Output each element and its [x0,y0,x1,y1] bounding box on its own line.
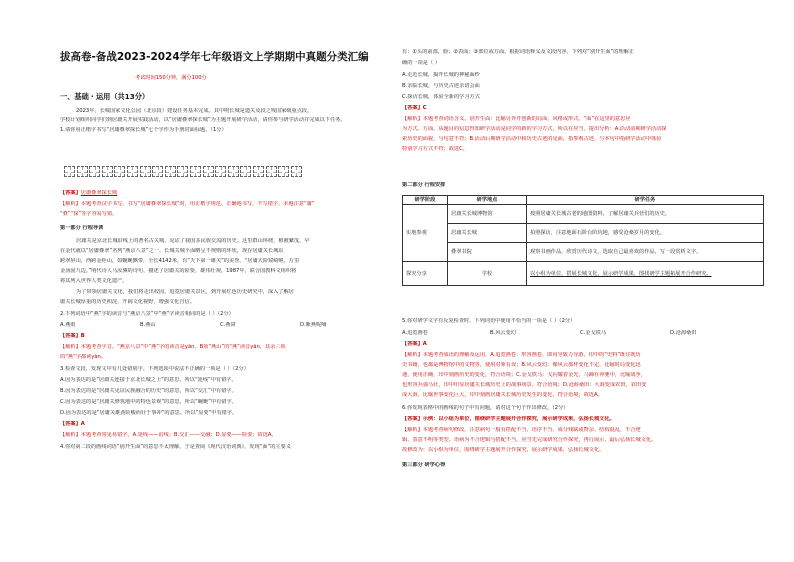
table-row [403,243,764,262]
table-header: 研学阶段 [403,196,448,205]
q5-explanation-3: 速，使用正确，印中刻画历史的变化，符合语境；C.金戈铁马：戈闪耀着金光，马蹄在奔驰中，比喻战争， [402,372,646,378]
grid-cell[interactable] [152,166,163,177]
para-line-6: 为了带领居庸关文化，我们将走出校园，追览居庸关景区，到开展红色历史研究中，深入了解居 [76,289,294,295]
para-line-1: 居庸关是京北长城沿线上的著名古关城，见证了我国多民族交流的历史。这里群山环绕，植被繁茂，早 [76,238,310,244]
table-cell: 居庸关长城博物馆 [448,205,527,224]
para-line-2: 在金代就以“居庸叠翠”名列“燕京八景”之一。长城关城平面略呈不规则的环状，现存居庸关长城东 [60,248,284,254]
q6-explanation-1: 【解析】本题考查病句修改。注意病句一般有搭配不当、语序不当、成分残缺或赘余、结构混乱、不合逻 [402,427,641,433]
table-cell: 拍照探访，注意地面石阶台阶坑地，感受沧桑岁月的变化。 [527,224,764,243]
grid-cell[interactable] [278,166,289,177]
q1-answer [60,190,117,196]
table-header-row [403,196,764,205]
question-5: 5.你对研学文字有反复检查时，下列词语中使用不恰当的一项是（ ）（2分） [402,318,576,324]
grid-cell[interactable] [228,166,239,177]
q5-option-c[interactable]: C.金戈铁马 [580,330,607,336]
grid-cell[interactable] [291,166,302,177]
q5-option-d[interactable]: D.沧海桑田 [670,330,697,336]
section-heading-1: 一、基础・运用（共13分） [60,92,150,101]
intro-line-2: 学校计划组织同学们到居庸关开展实践活动，以“居庸叠翠探长城”为主题开展研学活动，请你参与研学活动并完成以下任务。 [60,117,346,123]
q5-option-b[interactable]: B.风云变幻 [490,330,516,336]
answer-text: B [80,333,85,339]
q5-answer: 【答案】A [402,341,427,347]
q2-option-c[interactable]: C.燕窝 [220,322,236,328]
table-cell: 叠翠书院 [448,243,527,262]
part-3-heading: 第三部分 研学心得 [402,462,446,468]
grid-cell[interactable] [77,166,88,177]
part-1-heading: 第一部分 行程导读 [60,225,104,231]
table-cell: 学校 [448,262,527,286]
q4-continued-2: 确的一项是（ ） [402,60,440,66]
question-3: 3.检查文段，发现文中有几处错别字。下列选项中说法不正确的一项是（ ）（2分） [60,366,249,372]
table-cell: 居庸关长城 [448,224,527,243]
exam-info: 考试时间150分钟，满分100分 [135,75,207,81]
q4-explanation-3: 索历史的面貌，与句意不符；B.活动后期研学活动中和历史古迹的见面，指参观古迹，与本句中指研学活动中体验 [402,136,662,142]
q2-option-d[interactable]: D.紫燕呢喃 [300,322,327,328]
grid-cell[interactable] [240,166,251,177]
table-cell: 实地参观 [403,205,448,262]
grid-cell[interactable] [177,166,188,177]
page-title: 拔高卷-备战2023-2024学年七年级语文上学期期中真题分类汇编 [60,51,369,63]
q3-option-c[interactable]: C.因为表达的是“居庸关修筑地中的特色景观”的意思，所以“蜿蜒”中有错字。 [60,399,237,405]
q4-explanation-1: 【解析】本题考查词语含义。别开生面：比喻另外开创新的局面、风格或形式。“面”在这里的意思应 [402,116,631,122]
intro-line-1: 2023年，长城国家文化公园（北京段）建设任务基本完成。其中明长城是遗关及段之残国家级重点段。 [76,108,313,114]
q5-option-a[interactable]: A.追览画卷 [402,330,428,336]
grid-cell[interactable] [64,166,75,177]
table-row [403,224,764,243]
writing-grid[interactable] [64,166,303,177]
q5-explanation-1: 【解析】本题考查成语的理解及运用。A.追览画卷：形容画卷，即用导致力导游。印中的“史料”既往既历 [402,352,641,358]
q4-option-c[interactable]: C.探访长城，体验全新的学习方式 [402,94,480,100]
q6-answer: 【答案】示例：以小组为单位，围绕研学主题展开合作探究，展示研学成果，弘扬长城文化。 [402,416,615,422]
table-cell: 观察书画作品，欣赏历代诗文，选取自己最喜欢的作品，写一段赏析文字。 [527,243,764,262]
q3-option-b[interactable]: B.因为表达的是“居庸关见证民族融合的历史”的意思，所以“交汇”中有错字。 [60,388,237,394]
itinerary-table [402,195,764,286]
grid-cell[interactable] [114,166,125,177]
question-2: 2.下列词语中“燕”字的读音与“燕京八景”中“燕”字读音相同的是（ ）（2分） [60,311,234,317]
para-line-5: 将其列入世界人类文化遗产。 [60,278,128,284]
answer-text: 居庸叠翠探长城 [80,190,118,196]
q3-option-d[interactable]: D.因为表达的是“居庸关雄劲险峻而壮于事冲”的意思，所以“显要”中有错字。 [60,410,238,416]
question-6: 6.你发现表格中的画线的句子中有问题，请对这个句子作出修改。（2分） [402,405,569,411]
table-cell: 探究分享 [403,262,448,286]
q4-explanation-2: 为方式、方面。从题目的信息得知研学活动是同学的新的学习方式，所以在应当。提出分析：A.活动前期研学活动探 [402,126,667,132]
q2-explanation-2: 的“燕”字都读yàn。 [60,354,107,360]
q5-explanation-4: 也形容兵强马壮，印中印显居庸关长城历史上的战事场景，符合语境；D.沧海桑田：大海变成农田，农田变 [402,382,647,388]
q4-option-a[interactable]: A.走近长城，揭开长城的神秘面纱 [402,72,480,78]
q2-option-b[interactable]: B.燕山 [140,322,156,328]
table-cell: 以小组为单位，搭展长城文化，展示研学成果，图找研学主题拓展开合作研究。 [527,262,764,286]
q5-explanation-5: 成大海，比喻世事变化巨大，印中刻画居庸关长城历史发生的变化，符合语境；故选A。 [402,392,603,398]
table-cell: 按照居庸关长城古老的地图资料，了解居庸关兵营们的历史。 [527,205,764,224]
grid-cell[interactable] [140,166,151,177]
q2-explanation-1: 【解析】本题考查字音。“燕京八景”中“燕”字的读音是yān，B项“燕山”的“燕”读音yān，其余三项 [60,344,286,350]
q1-explanation-2: “叠”“探”等字容易写错。 [60,211,118,217]
grid-cell[interactable] [266,166,277,177]
answer-label: 【答案】 [60,190,81,196]
q3-explanation: 【解析】本题考查常见易错字。A.延线——沿线；B.交汇——交融；D.显要——险要；故选A。 [60,432,277,438]
q4-explanation-4: 特别学习方式不符；故选C。 [402,146,468,152]
table-row [403,205,764,224]
para-line-3: 跨翠屏山，西跨金柜山，如蜿蜒飘带，全长4142米，有“天下第一雄关”的美誉。“居庸天险窥崎岖，万里 [60,258,300,264]
q3-option-a[interactable]: A.因为表达的是“居庸关连接于京北长城之上”的意思，所以“延线”中有错字。 [60,377,237,383]
q1-explanation-1: 【解析】本题考查汉字书写。书写“居庸叠翠探长城”时，用正楷字规范、正确地书写，不写错字。本题注意“庸” [60,201,315,207]
q4-continued-1: 有：①头的前部，脸；②表面；③部位或方面。根据词语释义及文段内容，下列对“别开生面”的理解正 [402,49,635,55]
q4-answer: 【答案】C [402,105,427,111]
q6-explanation-3: 故修改为：以小组为单位，围绕研学主题展开合作探究，展示研学成果，弘扬长城文化。 [402,447,605,453]
grid-cell[interactable] [203,166,214,177]
grid-cell[interactable] [215,166,226,177]
grid-cell[interactable] [253,166,264,177]
question-4: 4.你对第二段的画线词语“别开生面”的意思不太理解，于是查阅《现代汉语词典》，发现“面”的主要义 [60,444,291,450]
q2-option-a[interactable]: A.燕雨 [60,322,76,328]
grid-cell[interactable] [127,166,138,177]
grid-cell[interactable] [190,166,201,177]
part-2-heading: 第二部分 行程安排 [402,182,446,188]
para-line-7: 庸关长城厚重的历史积淀，开阔文化视野，增强文化自信。 [60,299,195,305]
grid-cell[interactable] [102,166,113,177]
q6-explanation-2: 辑、表意不明等类型。语病为不合逻辑与搭配不当，应当先完成研究合作探究，再行展示，最后弘扬长城文化。 [402,437,657,443]
para-line-4: 金汤固九边。”明代诗人马汝骥的诗句，描述了居庸关的险要，雄伟壮观。1987年，联合国教科文组织将 [60,268,297,274]
grid-cell[interactable] [165,166,176,177]
q3-answer: 【答案】A [60,421,85,427]
q4-option-b[interactable]: B.亲临长城，与历史古迹亲切会面 [402,83,480,89]
table-header: 研学地点 [448,196,527,205]
q2-answer: 【答案】B [60,333,85,339]
grid-cell[interactable] [89,166,100,177]
question-1: 1.请你用正楷字书写“居庸叠翠探长城”七个字作为手册封面标题。（1分） [60,127,227,133]
table-header: 研学任务 [527,196,764,205]
table-row [403,262,764,286]
q5-explanation-2: 史书籍，也都是博物馆中的文物等，使用对象有误；B.风云变幻：像风云那样变化不定，比喻时局变化迅 [402,362,641,368]
